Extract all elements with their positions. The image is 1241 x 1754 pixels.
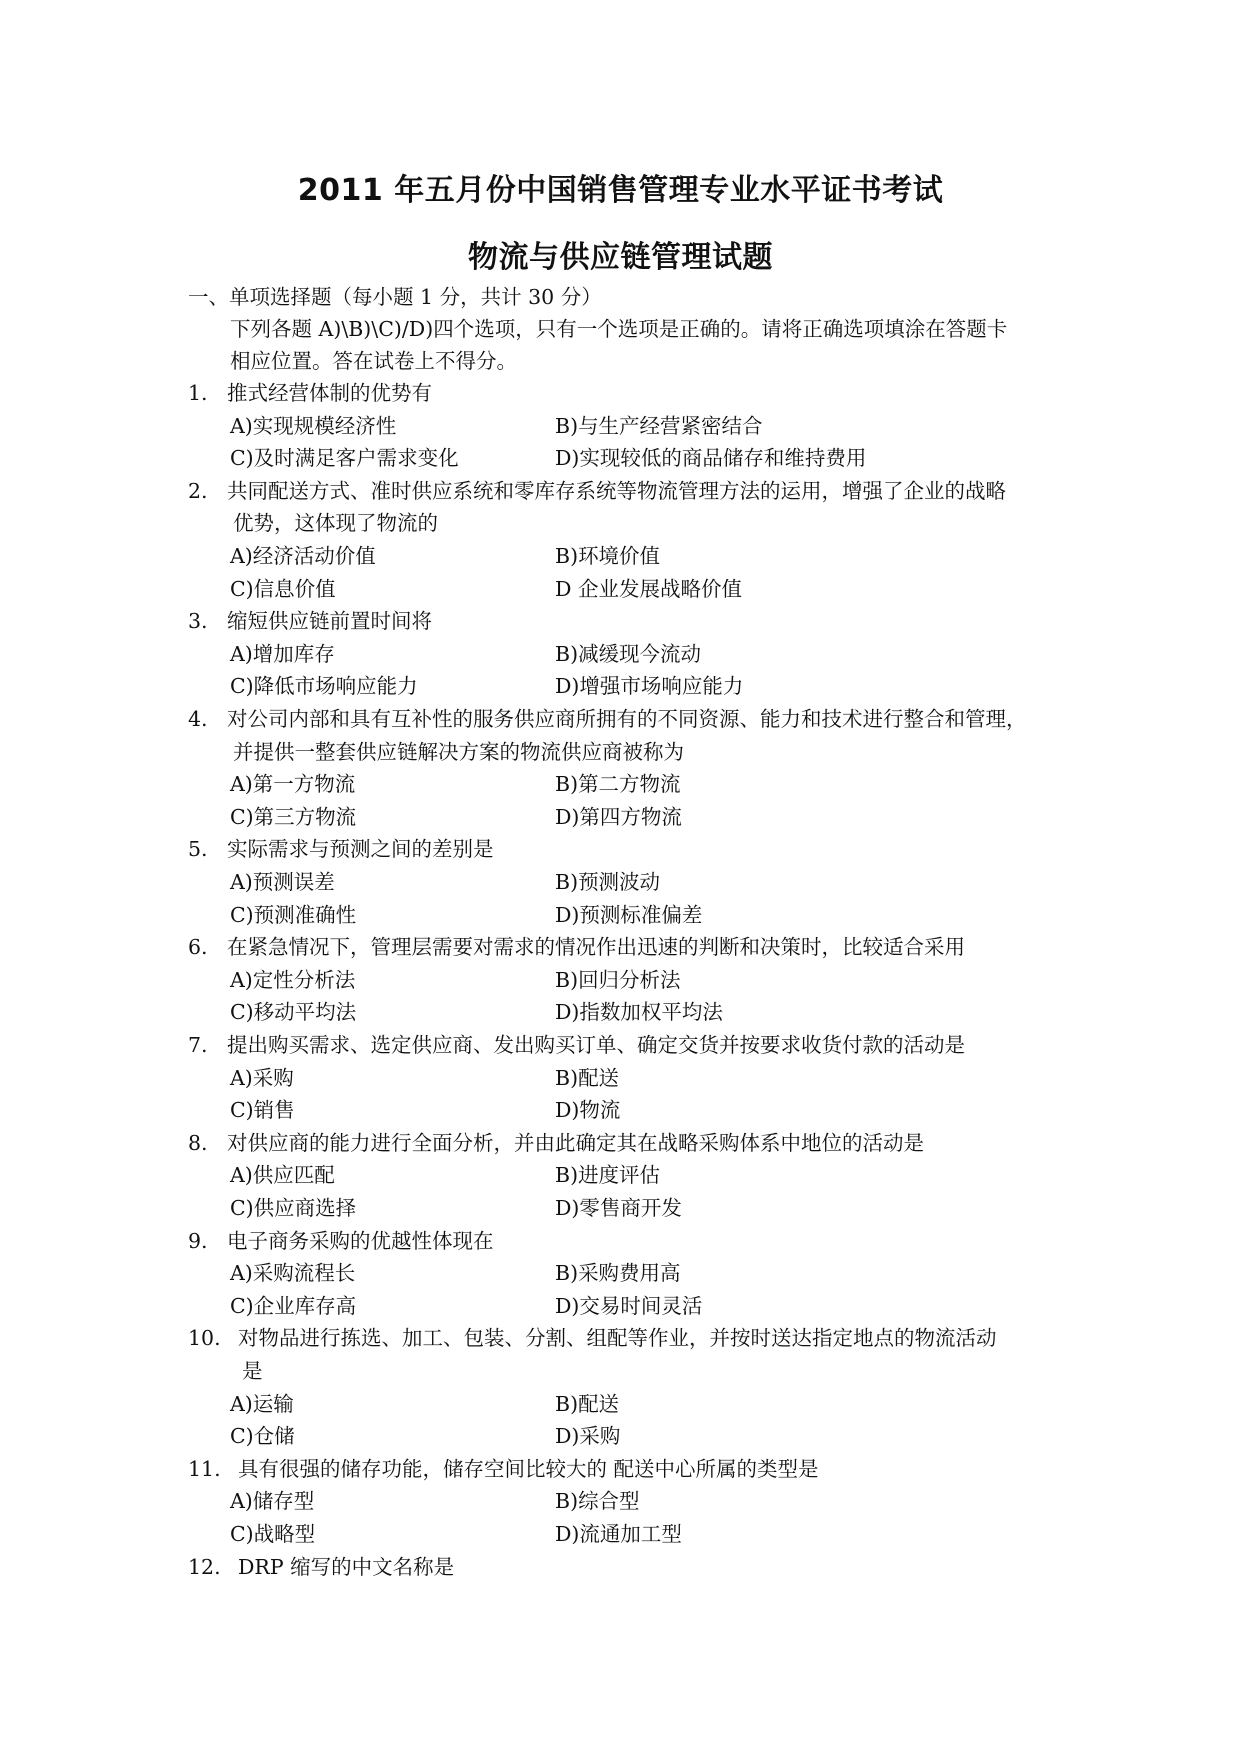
question-stem: 对物品进行拣选、加工、包装、分割、组配等作业，并按时送达指定地点的物流活动 [238,1326,997,1351]
section-heading: 一、单项选择题（每小题 1 分，共计 30 分） [188,285,602,309]
question-stem: 推式经营体制的优势有 [227,381,432,405]
option-d: D 企业发展战略价值 [555,576,742,601]
question-number: 7. [188,1033,208,1057]
question-stem: 优势，这体现了物流的 [233,511,438,536]
question-number: 4. [188,707,208,731]
option-a: A)储存型 [230,1489,315,1514]
option-d: D)采购 [555,1424,621,1449]
option-d: D)流通加工型 [555,1522,682,1546]
option-a: A)供应匹配 [230,1163,335,1188]
option-a: A)采购 [230,1065,294,1090]
question-stem: 具有很强的储存功能，储存空间比较大的 配送中心所属的类型是 [238,1456,819,1481]
question-stem: 对公司内部和具有互补性的服务供应商所拥有的不同资源、能力和技术进行整合和管理， [227,707,1027,731]
question-number: 12. [188,1554,221,1579]
question-stem: 电子商务采购的优越性体现在 [227,1228,494,1253]
option-c: C)企业库存高 [230,1293,357,1318]
question-number: 2. [188,478,208,503]
option-a: A)采购流程长 [230,1261,356,1286]
question-stem: 是 [242,1359,263,1383]
question-stem: 提出购买需求、选定供应商、发出购买订单、确定交货并按要求收货付款的活动是 [227,1033,965,1057]
option-a: A)经济活动价值 [230,544,376,568]
option-d: D)第四方物流 [555,804,682,829]
option-b: B)第二方物流 [555,772,681,797]
exam-subtitle: 物流与供应链管理试题 [468,240,773,275]
option-d: D)交易时间灵活 [555,1293,703,1318]
option-b: B)采购费用高 [555,1261,681,1286]
question-stem: 实际需求与预测之间的差别是 [227,837,494,862]
question-number: 11. [188,1456,221,1481]
question-number: 5. [188,837,208,862]
option-b: B)回归分析法 [555,967,681,992]
option-c: C)移动平均法 [230,1000,357,1025]
option-d: D)实现较低的商品储存和维持费用 [555,446,867,471]
exam-title: 2011 年五月份中国销售管理专业水平证书考试 [297,173,944,208]
option-c: C)信息价值 [230,576,336,601]
option-a: A)预测误差 [230,870,335,894]
question-number: 6. [188,935,208,960]
option-c: C)销售 [230,1098,295,1123]
option-a: A)运输 [230,1391,294,1416]
question-stem: 对供应商的能力进行全面分析，并由此确定其在战略采购体系中地位的活动是 [227,1130,924,1155]
option-c: C)仓储 [230,1424,295,1449]
question-stem: DRP 缩写的中文名称是 [238,1554,455,1579]
section-instruction: 下列各题 A)\B)\C)/D)四个选项，只有一个选项是正确的。请将正确选项填涂在答题卡 [230,317,1008,341]
question-stem: 缩短供应链前置时间将 [227,609,432,634]
option-b: B)配送 [555,1065,620,1090]
option-c: C)及时满足客户需求变化 [230,446,459,471]
option-a: A)第一方物流 [230,772,356,797]
option-b: B)预测波动 [555,870,661,894]
option-d: D)指数加权平均法 [555,1000,723,1025]
option-b: B)进度评估 [555,1163,661,1188]
question-number: 9. [188,1228,208,1253]
option-b: B)减缓现今流动 [555,641,702,666]
option-d: D)物流 [555,1098,621,1123]
option-c: C)预测准确性 [230,902,357,927]
option-a: A)实现规模经济性 [230,413,397,438]
option-c: C)降低市场响应能力 [230,674,418,699]
option-a: A)增加库存 [230,641,335,666]
section-instruction: 相应位置。答在试卷上不得分。 [230,349,517,373]
option-d: D)增强市场响应能力 [555,674,744,699]
question-stem: 共同配送方式、准时供应系统和零库存系统等物流管理方法的运用，增强了企业的战略 [227,478,1006,503]
option-c: C)供应商选择 [230,1196,357,1220]
option-c: C)战略型 [230,1522,316,1546]
question-stem: 并提供一整套供应链解决方案的物流供应商被称为 [233,739,684,764]
option-a: A)定性分析法 [230,967,356,992]
question-number: 1. [188,381,208,405]
option-b: B)综合型 [555,1489,640,1514]
option-b: B)与生产经营紧密结合 [555,413,763,438]
question-number: 8. [188,1130,208,1155]
option-b: B)配送 [555,1391,620,1416]
option-d: D)预测标准偏差 [555,902,703,927]
option-b: B)环境价值 [555,544,661,568]
option-c: C)第三方物流 [230,804,357,829]
option-d: D)零售商开发 [555,1196,682,1220]
question-number: 10. [188,1326,221,1351]
question-number: 3. [188,609,208,634]
question-stem: 在紧急情况下，管理层需要对需求的情况作出迅速的判断和决策时，比较适合采用 [227,935,965,960]
